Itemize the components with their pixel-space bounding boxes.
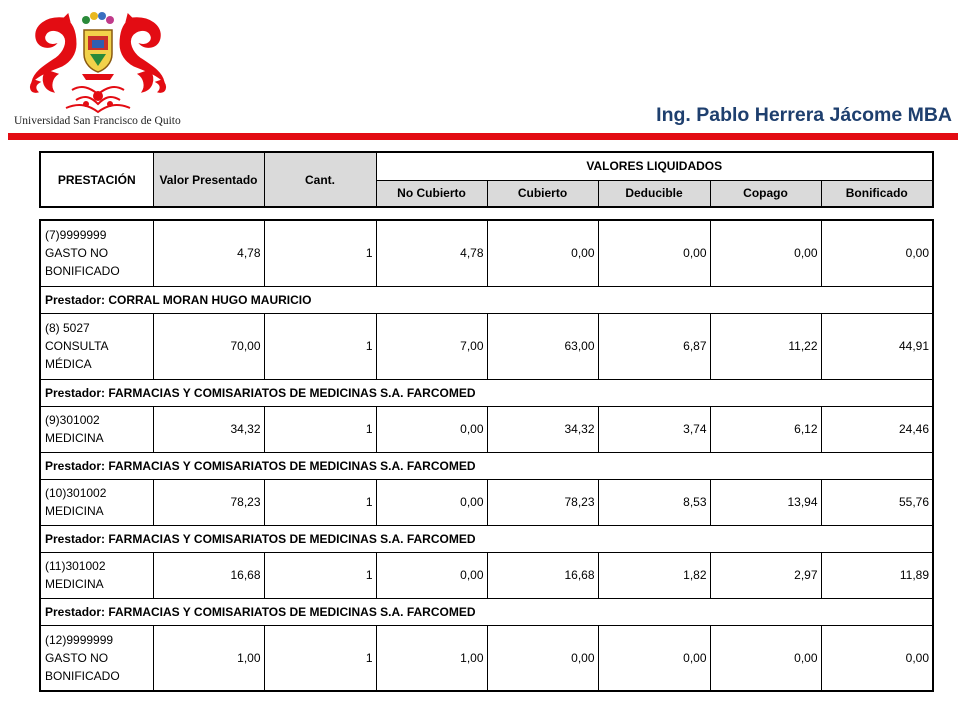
author-name: Ing. Pablo Herrera Jácome MBA <box>656 104 952 126</box>
prestacion-line: CONSULTA <box>45 339 109 353</box>
bonificado-cell: 0,00 <box>821 625 933 691</box>
cant-cell: 1 <box>264 406 376 452</box>
cubierto-cell: 16,68 <box>487 552 598 598</box>
cubierto-cell: 78,23 <box>487 479 598 525</box>
valor-cell: 70,00 <box>153 313 264 379</box>
cant-cell: 1 <box>264 552 376 598</box>
deducible-cell: 6,87 <box>598 313 710 379</box>
table-row <box>40 406 933 452</box>
no-cubierto-cell: 0,00 <box>376 479 487 525</box>
cubierto-cell: 0,00 <box>487 220 598 286</box>
provider-name: Prestador: FARMACIAS Y COMISARIATOS DE MEDICINAS S.A. FARCOMED <box>40 598 933 625</box>
cant-cell: 1 <box>264 313 376 379</box>
table-row <box>40 220 933 286</box>
bonificado-cell: 44,91 <box>821 313 933 379</box>
cant-cell: 1 <box>264 220 376 286</box>
cubierto-cell: 63,00 <box>487 313 598 379</box>
cubierto-cell: 34,32 <box>487 406 598 452</box>
prestacion-line: MÉDICA <box>45 357 92 371</box>
prestacion-line: MEDICINA <box>45 504 104 518</box>
table-row <box>40 479 933 525</box>
table-row <box>40 552 933 598</box>
cant-cell: 1 <box>264 479 376 525</box>
university-crest-logo <box>26 10 170 118</box>
col-no-cubierto: No Cubierto <box>376 180 487 207</box>
provider-row <box>40 379 933 406</box>
provider-row <box>40 598 933 625</box>
prestacion-line: (10)301002 <box>45 486 107 500</box>
valor-cell: 34,32 <box>153 406 264 452</box>
provider-name: Prestador: FARMACIAS Y COMISARIATOS DE MEDICINAS S.A. FARCOMED <box>40 452 933 479</box>
provider-row <box>40 452 933 479</box>
col-copago: Copago <box>710 180 821 207</box>
prestacion-cell <box>40 220 153 286</box>
copago-cell: 0,00 <box>710 220 821 286</box>
bonificado-cell: 11,89 <box>821 552 933 598</box>
prestacion-cell <box>40 313 153 379</box>
no-cubierto-cell: 4,78 <box>376 220 487 286</box>
valor-cell: 16,68 <box>153 552 264 598</box>
col-bonificado: Bonificado <box>821 180 933 207</box>
no-cubierto-cell: 7,00 <box>376 313 487 379</box>
cant-cell: 1 <box>264 625 376 691</box>
prestacion-line: BONIFICADO <box>45 264 120 279</box>
university-name: Universidad San Francisco de Quito <box>14 115 181 127</box>
prestacion-line: BONIFICADO <box>45 668 120 683</box>
bonificado-cell: 24,46 <box>821 406 933 452</box>
col-group-valores-liquidados: VALORES LIQUIDADOS <box>376 152 933 180</box>
prestacion-line: MEDICINA <box>45 577 104 591</box>
col-cant: Cant. <box>264 152 376 207</box>
prestacion-line: (7)9999999 <box>45 228 107 243</box>
prestacion-cell <box>40 625 153 691</box>
deducible-cell: 8,53 <box>598 479 710 525</box>
table-row <box>40 625 933 691</box>
deducible-cell: 0,00 <box>598 220 710 286</box>
col-deducible: Deducible <box>598 180 710 207</box>
liquidation-table <box>39 219 934 692</box>
col-cubierto: Cubierto <box>487 180 598 207</box>
copago-cell: 0,00 <box>710 625 821 691</box>
prestacion-line: GASTO NO <box>45 246 109 261</box>
table-row <box>40 313 933 379</box>
prestacion-line: GASTO NO <box>45 650 109 665</box>
provider-name: Prestador: CORRAL MORAN HUGO MAURICIO <box>40 286 933 313</box>
provider-name: Prestador: FARMACIAS Y COMISARIATOS DE MEDICINAS S.A. FARCOMED <box>40 379 933 406</box>
provider-name: Prestador: FARMACIAS Y COMISARIATOS DE MEDICINAS S.A. FARCOMED <box>40 525 933 552</box>
deducible-cell: 1,82 <box>598 552 710 598</box>
bonificado-cell: 55,76 <box>821 479 933 525</box>
col-valor-presentado: Valor Presentado <box>153 152 264 207</box>
valor-cell: 78,23 <box>153 479 264 525</box>
prestacion-cell <box>40 552 153 598</box>
prestacion-line: MEDICINA <box>45 431 104 445</box>
table-header <box>39 151 934 208</box>
prestacion-line: (8) 5027 <box>45 321 90 335</box>
prestacion-cell <box>40 479 153 525</box>
page-header <box>0 0 960 145</box>
deducible-cell: 0,00 <box>598 625 710 691</box>
provider-row <box>40 286 933 313</box>
col-prestacion: PRESTACIÓN <box>40 152 153 207</box>
no-cubierto-cell: 1,00 <box>376 625 487 691</box>
prestacion-line: (9)301002 <box>45 413 100 427</box>
copago-cell: 2,97 <box>710 552 821 598</box>
prestacion-cell <box>40 406 153 452</box>
copago-cell: 6,12 <box>710 406 821 452</box>
provider-row <box>40 525 933 552</box>
prestacion-line: (11)301002 <box>45 559 106 573</box>
bonificado-cell: 0,00 <box>821 220 933 286</box>
copago-cell: 13,94 <box>710 479 821 525</box>
valor-cell: 1,00 <box>153 625 264 691</box>
copago-cell: 11,22 <box>710 313 821 379</box>
header-divider <box>8 133 958 140</box>
prestacion-line: (12)9999999 <box>45 632 114 647</box>
deducible-cell: 3,74 <box>598 406 710 452</box>
no-cubierto-cell: 0,00 <box>376 406 487 452</box>
cubierto-cell: 0,00 <box>487 625 598 691</box>
no-cubierto-cell: 0,00 <box>376 552 487 598</box>
valor-cell: 4,78 <box>153 220 264 286</box>
